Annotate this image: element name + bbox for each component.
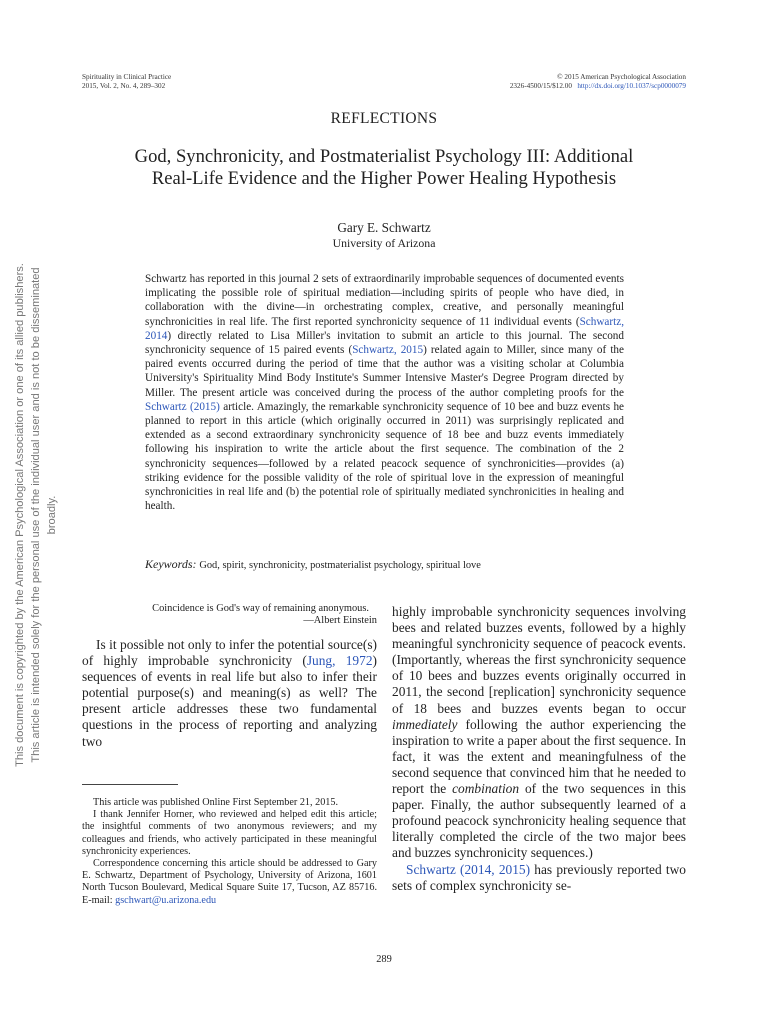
footnote-correspondence xyxy=(82,858,377,907)
emphasis-immediately: immediately xyxy=(392,716,458,732)
footnote-published: This article was published Online First September 21, 2015. xyxy=(93,797,339,808)
footnote-acknowledgments: I thank Jennifer Horner, who reviewed and helped edit this article; the insightful comments of two anonymous reviewers; and my colleagues and friends, who actively participated in these meaningful synchronicity experiences. xyxy=(82,809,377,857)
body-column-right xyxy=(392,604,686,894)
epigraph-quote: Coincidence is God's way of remaining anonymous. xyxy=(152,603,369,614)
issn: 2326-4500/15/$12.00 xyxy=(509,82,572,90)
epigraph-source: —Albert Einstein xyxy=(303,615,377,626)
journal-citation: 2015, Vol. 2, No. 4, 289–302 xyxy=(82,82,166,90)
article-title xyxy=(60,146,708,190)
footnote-divider xyxy=(82,784,178,785)
margin-notice-line-1: This document is copyrighted by the American Psychological Association or one of its allied publishers. xyxy=(14,263,26,767)
body-right-text-3: of the two sequences in this paper. Finally, the author subsequently learned of a profound peacock synchronicity healing sequence that literally completed the circle of the two major bees and buzzes synchronicity sequences.) xyxy=(392,781,687,861)
abstract-text-2: ) directly related to Lisa Miller's invitation to submit an article to this journal. The second synchronicity sequence of 15 paired events ( xyxy=(145,329,624,357)
page-number: 289 xyxy=(376,954,392,965)
epigraph xyxy=(82,603,377,627)
abstract-text-3: ) related again to Miller, since many of the paired events occurred during the period of time that the author was a visiting scholar at Columbia University's Spirituality Mind Body Institute's Summer Intensive Master's Degree Program directed by Miller. The present article was conceived during the process of the author completing proofs for the xyxy=(145,344,624,399)
copyright-margin-notice xyxy=(12,255,60,775)
body-paragraph xyxy=(82,637,377,750)
correspondence-text: Correspondence concerning this article should be addressed to Gary E. Schwartz, Department of Psychology, University of Arizona, 1601 North Tucson Boulevard, Medical Square Suite 17, Tucson, AZ 85716. E-mail: xyxy=(82,858,377,906)
abstract xyxy=(145,272,624,513)
body-paragraph-continued xyxy=(392,604,686,862)
body-right-text-1: highly improbable synchronicity sequences involving bees and related buzzes events, followed by a highly meaningful synchronicity sequence of peacock events. (Importantly, whereas the first synchronicity sequence of 10 bees and buzzes events originally occurred in 2011, the second [replication] synchronicity sequence of 18 bees and buzzes events began to occur xyxy=(392,604,686,716)
body-column-left xyxy=(82,637,377,750)
doi-link[interactable]: http://dx.doi.org/10.1037/scp0000079 xyxy=(577,82,686,90)
ref-jung-1972[interactable]: Jung, 1972 xyxy=(306,653,373,669)
keywords-label: Keywords: xyxy=(145,557,197,571)
author-affiliation: University of Arizona xyxy=(332,236,436,250)
ref-schwartz-2014[interactable]: Schwartz, 2014 xyxy=(145,315,624,342)
copyright-header xyxy=(346,73,686,91)
journal-name: Spirituality in Clinical Practice xyxy=(82,73,172,81)
title-line-1: God, Synchronicity, and Postmaterialist Psychology III: Additional xyxy=(134,146,634,167)
journal-header xyxy=(82,73,322,91)
abstract-paragraph xyxy=(145,272,624,513)
copyright-line: © 2015 American Psychological Association xyxy=(557,73,686,81)
abstract-text-1: Schwartz has reported in this journal 2 sets of extraordinarily improbable sequences of documented events implicating the possible role of spiritual mediation—including spirits of people who have died, in collaboration with the divine—in orchestrating complex, creative, and personally meaningful synchronicities in real life. The first reported synchronicity sequence of 11 individual events ( xyxy=(145,273,624,328)
email-link[interactable]: gschwart@u.arizona.edu xyxy=(115,894,217,906)
body-right-text-2: following the author experiencing the inspiration to write a paper about the first sequence. In fact, it was the extent and meaningfulness of the second sequence that convinced him that he needed to report the xyxy=(392,716,686,797)
keywords-list: God, spirit, synchronicity, postmaterialist psychology, spiritual love xyxy=(199,560,481,571)
ref-schwartz-2015[interactable]: Schwartz, 2015 xyxy=(352,344,424,357)
body-left-text-1: Is it possible not only to infer the potential source(s) of highly improbable synchronicity ( xyxy=(82,637,377,669)
margin-notice-line-2: This article is intended solely for the personal use of the individual user and is not to be disseminated broadly. xyxy=(30,267,58,763)
body-paragraph xyxy=(392,862,686,894)
title-line-2: Real-Life Evidence and the Higher Power Healing Hypothesis xyxy=(151,168,617,189)
footnotes xyxy=(82,797,377,907)
author-name: Gary E. Schwartz xyxy=(337,220,431,235)
abstract-text-4: article. Amazingly, the remarkable synchronicity sequence of 10 bee and buzz events he planned to report in this article (which originally occurred in 2011) was surprisingly replicated and extended as a second extraordinary synchronicity sequence of 18 bee and buzz events immediately following his inspiration to write the article about the first sequence. The combination of the 2 synchronicity sequences—followed by a related peacock sequence of synchronicities—provides (a) striking evidence for the possible validity of the role of spiritual love in the expression of meaningful synchronicities in real life and (b) the potential role of spiritually mediated synchronicities in healing and health. xyxy=(145,400,624,513)
ref-schwartz-2015b[interactable]: Schwartz (2015) xyxy=(145,400,220,413)
body-right-text-4: has previously reported two sets of complex synchronicity se- xyxy=(392,861,686,893)
keywords xyxy=(145,557,624,572)
emphasis-combination: combination xyxy=(452,781,520,797)
issn-doi-line xyxy=(346,82,686,91)
body-left-text-2: ) sequences of events in real life but also to infer their potential purpose(s) and meaning(s) as well? The present article addresses these two fundamental questions in the process of reporting and analyzing two xyxy=(82,653,377,749)
section-heading: REFLECTIONS xyxy=(330,110,438,127)
ref-schwartz-2014-2015[interactable]: Schwartz (2014, 2015) xyxy=(406,861,531,877)
